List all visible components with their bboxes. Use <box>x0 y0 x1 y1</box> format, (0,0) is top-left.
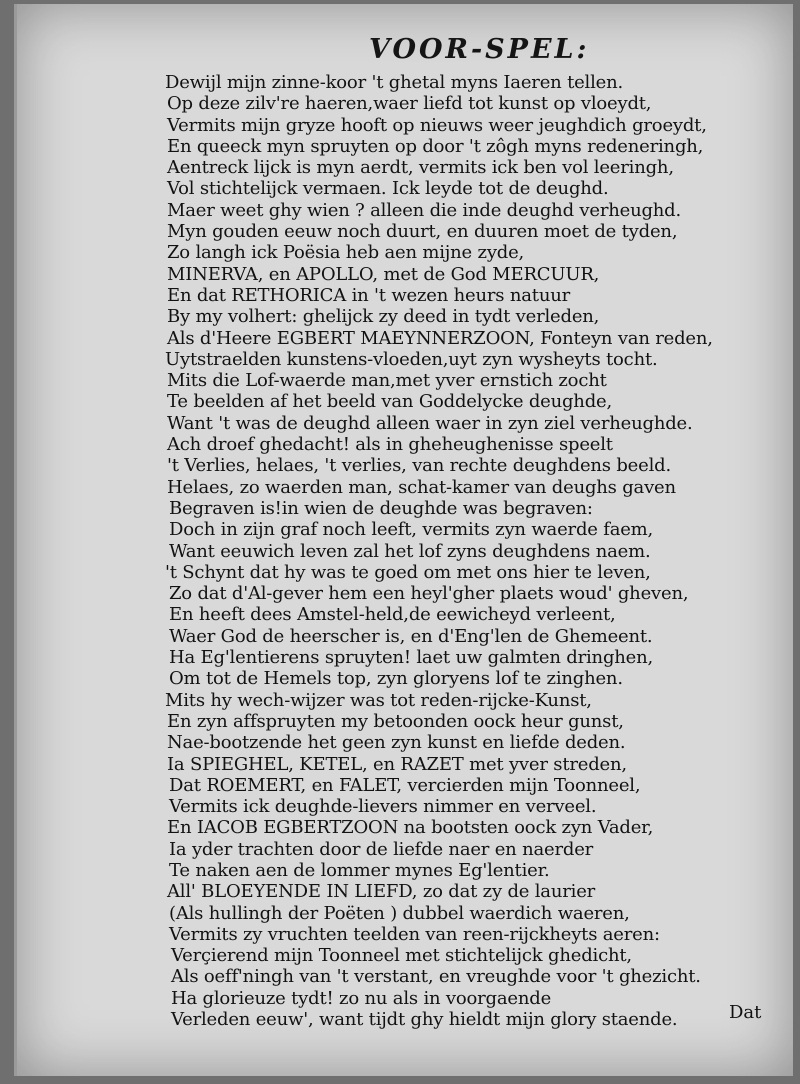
poem-line: Ach droef ghedacht! als in gheheughenisse speelt <box>167 434 613 456</box>
poem-line: Uytstraelden kunstens-vloeden,uyt zyn wysheyts tocht. <box>165 348 658 370</box>
catchword: Dat <box>729 1002 762 1023</box>
poem-line: Helaes, zo waerden man, schat-kamer van deughs gaven <box>167 476 676 498</box>
poem-text <box>165 72 745 1030</box>
poem-line: Waer God de heerscher is, en d'Eng'len de Ghemeent. <box>169 625 653 647</box>
poem-line: (Als hullingh der Poëten ) dubbel waerdich waeren, <box>169 902 630 924</box>
poem-line: Vermits zy vruchten teelden van reen-rijckheyts aeren: <box>169 923 660 945</box>
poem-line: 't Verlies, helaes, 't verlies, van rechte deughdens beeld. <box>167 455 671 477</box>
poem-line: Aentreck lijck is myn aerdt, vermits ick ben vol leeringh, <box>167 157 674 179</box>
poem-line: Ha Eg'lentierens spruyten! laet uw galmten dringhen, <box>169 647 654 669</box>
poem-line: En zyn affspruyten my betoonden oock heur gunst, <box>167 710 624 732</box>
poem-line: En dat RETHORICA in 't wezen heurs natuur <box>167 284 571 306</box>
poem-line: Als d'Heere EGBERT MAEYNNERZOON, Fonteyn van reden, <box>167 327 713 349</box>
page-header: VOOR-SPEL: <box>369 34 590 65</box>
poem-line: Myn gouden eeuw noch duurt, en duuren moet de tyden, <box>167 221 678 243</box>
poem-line: Verçierend mijn Toonneel met stichtelijck ghedicht, <box>171 945 632 967</box>
poem-line: 't Schynt dat hy was te goed om met ons hier te leven, <box>165 561 651 583</box>
poem-line: Mits hy wech-wijzer was tot reden-rijcke-Kunst, <box>165 689 592 711</box>
poem-line: Ia SPIEGHEL, KETEL, en RAZET met yver streden, <box>167 753 627 775</box>
poem-line: Te naken aen de lommer mynes Eg'lentier. <box>169 859 550 881</box>
poem-line: Nae-bootzende het geen zyn kunst en liefde deden. <box>167 732 626 754</box>
poem-line: Dat ROEMERT, en FALET, vercierden mijn Toonneel, <box>169 774 641 796</box>
poem-line: Want eeuwich leven zal het lof zyns deughdens naem. <box>169 540 651 562</box>
poem-line: Als oeff'ningh van 't verstant, en vreughde voor 't ghezicht. <box>171 966 701 988</box>
poem-line: MINERVA, en APOLLO, met de God MERCUUR, <box>167 263 600 285</box>
poem-line: En IACOB EGBERTZOON na bootsten oock zyn Vader, <box>167 817 654 839</box>
poem-line: Want 't was de deughd alleen waer in zyn ziel verheughde. <box>167 412 693 434</box>
poem-line: Vermits mijn gryze hooft op nieuws weer jeughdich groeydt, <box>167 114 707 136</box>
poem-line: Zo langh ick Poësia heb aen mijne zyde, <box>167 242 525 264</box>
poem-line: Mits die Lof-waerde man,met yver ernstich zocht <box>167 370 607 392</box>
poem-line: Verleden eeuw', want tijdt ghy hieldt mijn glory staende. <box>171 1009 678 1031</box>
poem-line: All' BLOEYENDE IN LIEFD, zo dat zy de laurier <box>167 881 596 903</box>
poem-line: Ia yder trachten door de liefde naer en naerder <box>169 838 594 860</box>
poem-line: En queeck myn spruyten op door 't zôgh myns redeneringh, <box>167 135 704 157</box>
poem-line: Vermits ick deughde-lievers nimmer en verveel. <box>169 796 597 818</box>
poem-line: Ha glorieuze tydt! zo nu als in voorgaende <box>171 987 552 1009</box>
poem-line: Te beelden af het beeld van Goddelycke deughde, <box>167 391 612 413</box>
poem-line: By my volhert: ghelijck zy deed in tydt verleden, <box>167 306 600 328</box>
poem-line: Maer weet ghy wien ? alleen die inde deughd verheughd. <box>167 199 682 221</box>
poem-line: Doch in zijn graf noch leeft, vermits zyn waerde faem, <box>169 519 654 541</box>
poem-line: Om tot de Hemels top, zyn gloryens lof te zinghen. <box>169 668 623 690</box>
poem-line: Vol stichtelijck vermaen. Ick leyde tot de deughd. <box>167 178 609 200</box>
poem-line: Op deze zilv're haeren,waer liefd tot kunst op vloeydt, <box>167 93 652 115</box>
poem-line: Zo dat d'Al-gever hem een heyl'gher plaets woud' gheven, <box>169 583 689 605</box>
poem-line: Dewijl mijn zinne-koor 't ghetal myns Iaeren tellen. <box>165 72 624 93</box>
poem-line: Begraven is!in wien de deughde was begraven: <box>169 497 593 519</box>
poem-line: En heeft dees Amstel-held,de eewicheyd verleent, <box>169 604 616 626</box>
book-page <box>14 4 793 1076</box>
